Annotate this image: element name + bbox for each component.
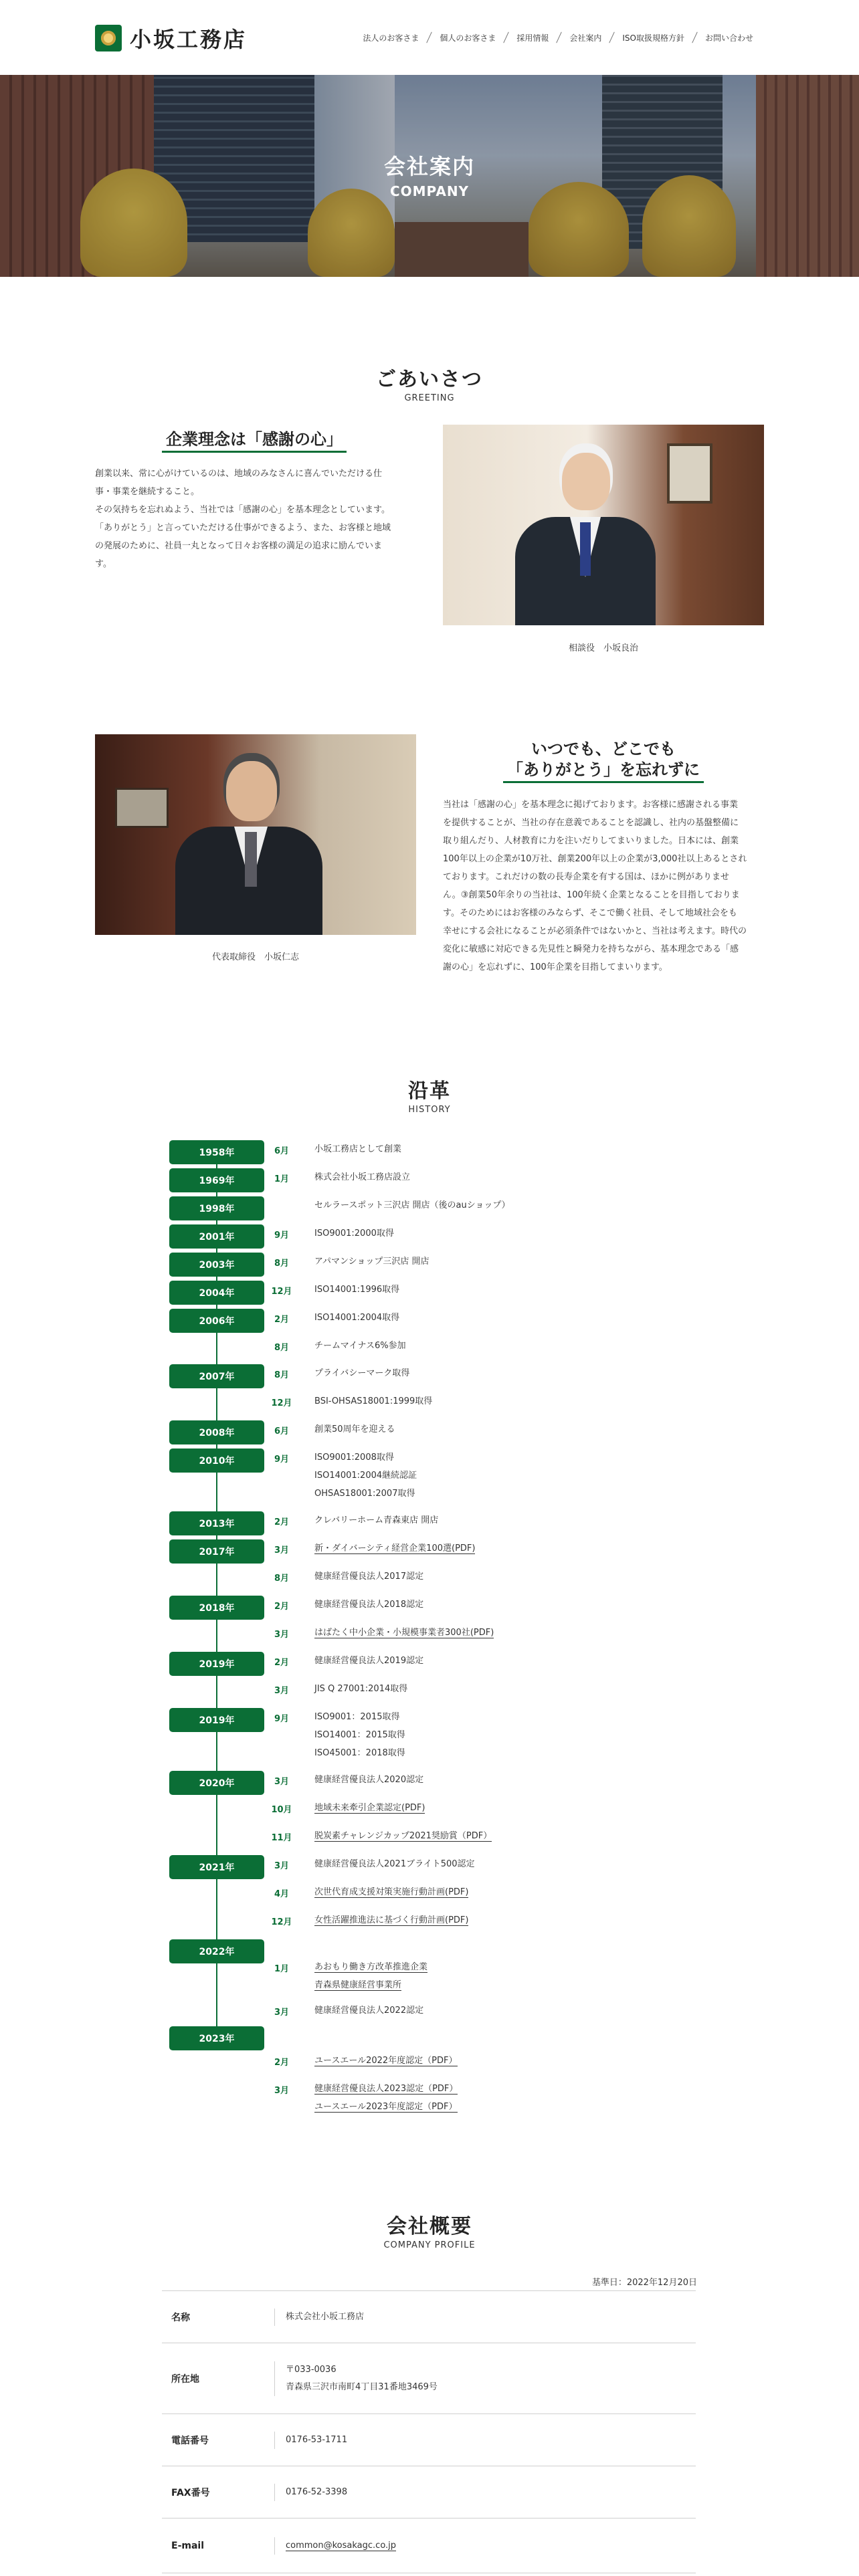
timeline-event-text: 小坂工務店として創業 (314, 1144, 402, 1154)
timeline-year: 2007年 (169, 1364, 264, 1388)
timeline-event (314, 1168, 410, 1186)
profile-value (274, 2484, 696, 2501)
profile-key: E-mail (171, 2540, 205, 2551)
nav-recruit[interactable]: 採用情報 (516, 33, 549, 43)
greeting-heading-2a (443, 736, 764, 759)
greeting-body-2-line: 幸せにする会社になることが必須条件ではないかと、当社は考えます。時代の (443, 926, 747, 936)
timeline-event (314, 1392, 432, 1410)
greeting-body-1-line: 「ありがとう」と言っていただける仕事ができるよう、また、お客様と地域 (95, 523, 391, 533)
timeline-event (314, 1771, 423, 1789)
nav-individual[interactable]: 個人のお客さま (440, 33, 496, 43)
profile-key: 所在地 (171, 2373, 199, 2385)
timeline-event-link[interactable] (314, 1911, 468, 1929)
timeline-year: 1969年 (169, 1168, 264, 1192)
timeline-event-text: 株式会社小坂工務店設立 (314, 1172, 411, 1182)
timeline-year: 2021年 (169, 1855, 264, 1879)
timeline-month: 11月 (271, 1833, 292, 1843)
timeline-event (314, 1253, 430, 1271)
profile-table (162, 2290, 696, 2573)
timeline-month: 10月 (271, 1805, 292, 1815)
timeline-event (314, 1337, 406, 1355)
timeline-year: 2019年 (169, 1652, 264, 1676)
timeline-event (314, 1309, 399, 1327)
timeline-month: 3月 (274, 1777, 290, 1787)
timeline-event-text: 健康経営優良法人2018認定 (314, 1600, 424, 1610)
timeline-month: 9月 (274, 1230, 290, 1241)
profile-value-line: 〒033-0036 (286, 2364, 337, 2375)
timeline-year: 1998年 (169, 1196, 264, 1220)
timeline-event (314, 1224, 394, 1243)
timeline-year: 2018年 (169, 1596, 264, 1620)
greeting-heading-2a-text: いつでも、どこでも (531, 740, 676, 758)
greeting-body-2-line: 当社は「感謝の心」を基本理念に掲げております。お客様に感謝される事業 (443, 800, 738, 810)
nav-corporate[interactable]: 法人のお客さま (363, 33, 419, 43)
president-photo (95, 734, 416, 935)
nav-separator (504, 32, 510, 43)
hero-subtitle: COMPANY (389, 183, 470, 199)
greeting-heading-2b-text: 「ありがとう」を忘れずに (503, 760, 704, 783)
timeline-event (314, 1448, 417, 1503)
timeline-year: 2013年 (169, 1511, 264, 1535)
timeline-event-link-text[interactable]: ユースエール2023年度認定（PDF） (314, 2102, 458, 2112)
timeline-month: 8月 (274, 1343, 290, 1353)
profile-reference-date: 基準日：2022年12月20日 (591, 2278, 697, 2288)
history-title: 沿革 (408, 1079, 451, 1103)
nav-iso-policy[interactable]: ISO取扱規格方針 (622, 33, 684, 43)
timeline-month: 2月 (274, 2058, 290, 2068)
advisor-caption: 相談役 小坂良治 (568, 643, 638, 653)
greeting-heading-1 (95, 426, 413, 449)
timeline-month: 6月 (274, 1146, 290, 1156)
profile-row-name (162, 2291, 696, 2343)
nav-separator (692, 32, 698, 43)
greeting-subtitle: GREETING (404, 393, 455, 403)
timeline-event-text: クレバリーホーム青森東店 開店 (314, 1515, 439, 1525)
timeline-event (314, 1281, 399, 1299)
timeline-year: 2019年 (169, 1708, 264, 1732)
timeline-event-text: アパマンショップ三沢店 開店 (314, 1257, 430, 1267)
advisor-photo-person (515, 453, 656, 625)
timeline-event-text: ISO14001:2004継続認証 (314, 1471, 417, 1481)
timeline-event-text: ISO45001：2018取得 (314, 1748, 405, 1758)
greeting-body-2-line: ん。③創業50年余りの当社は、100年続く企業となることを目指しておりま (443, 890, 740, 900)
timeline-year: 2010年 (169, 1448, 264, 1473)
timeline-month: 2月 (274, 1315, 290, 1325)
email-link[interactable]: common@kosakagc.co.jp (286, 2540, 397, 2551)
timeline-event-link-text[interactable]: 地域未来牽引企業認定(PDF) (314, 1803, 425, 1813)
timeline-event-text: プライバシーマーク取得 (314, 1368, 410, 1378)
timeline-month: 3月 (274, 2086, 290, 2096)
timeline-event (314, 1568, 423, 1586)
timeline-month: 4月 (274, 1889, 290, 1899)
history-subtitle: HISTORY (408, 1105, 451, 1115)
timeline-month: 9月 (274, 1455, 290, 1465)
timeline-event-text: 健康経営優良法人2019認定 (314, 1656, 424, 1666)
timeline-event-text: ISO14001：2015取得 (314, 1730, 405, 1740)
timeline-month: 8月 (274, 1574, 290, 1584)
profile-row-address (162, 2343, 696, 2414)
timeline-event (314, 1708, 405, 1762)
hero-title: 会社案内 (383, 154, 475, 179)
greeting-body-2-line: 取り組んだり、人材教育に力を注いだりしてまいりました。日本には、創業 (443, 836, 739, 846)
timeline-event-link[interactable] (314, 2080, 458, 2116)
timeline-event-link-text[interactable]: 脱炭素チャレンジカップ2021奨励賞（PDF） (314, 1831, 492, 1841)
timeline-month: 3月 (274, 1545, 290, 1555)
timeline-event-link-text[interactable]: 次世代育成支援対策実施行動計画(PDF) (314, 1887, 469, 1897)
timeline-year: 2022年 (169, 1939, 264, 1963)
timeline-month: 2月 (274, 1517, 290, 1527)
timeline-year: 2008年 (169, 1420, 264, 1444)
timeline-month: 8月 (274, 1370, 290, 1380)
timeline-event-text: ISO9001:2000取得 (314, 1228, 394, 1239)
profile-value-line: 株式会社小坂工務店 (286, 2311, 365, 2322)
timeline-event-text: 健康経営優良法人2022認定 (314, 2006, 424, 2016)
timeline-event (314, 1855, 475, 1873)
profile-key: FAX番号 (171, 2487, 210, 2498)
timeline-event-link[interactable] (314, 1624, 494, 1642)
greeting-body-1-line: す。 (95, 559, 112, 569)
nav-separator (427, 32, 433, 43)
timeline-event (314, 1652, 423, 1670)
hero-banner (0, 75, 859, 277)
profile-value-line: 0176-53-1711 (286, 2434, 348, 2445)
profile-value-line: 0176-52-3398 (286, 2486, 348, 2497)
site-logo[interactable] (95, 23, 247, 53)
timeline-event-link-text[interactable]: 健康経営優良法人2023認定（PDF） (314, 2084, 458, 2094)
greeting-title: ごあいさつ (376, 368, 483, 391)
timeline-month: 1月 (274, 1174, 290, 1184)
timeline-month: 2月 (274, 1602, 290, 1612)
president-caption: 代表取締役 小坂仁志 (211, 952, 299, 962)
timeline-event (314, 1196, 510, 1214)
timeline-event (314, 1364, 409, 1382)
logo-text: 小坂工務店 (130, 27, 248, 52)
nav-company[interactable]: 会社案内 (569, 33, 602, 43)
advisor-photo-frame (667, 443, 712, 504)
timeline-event (314, 1140, 401, 1158)
timeline-event-text: セルラースポット三沢店 開店（後のauショップ） (314, 1200, 510, 1210)
timeline-month: 3月 (274, 1861, 290, 1871)
timeline-event-text: 健康経営優良法人2017認定 (314, 1572, 424, 1582)
timeline-month: 1月 (274, 1964, 290, 1974)
timeline-month: 2月 (274, 1658, 290, 1668)
timeline-event-text: チームマイナス6%参加 (314, 1341, 406, 1351)
profile-value (274, 2309, 696, 2326)
timeline-year: 2017年 (169, 1539, 264, 1564)
timeline-event-text: 健康経営優良法人2020認定 (314, 1775, 424, 1785)
timeline-event-text: JIS Q 27001:2014取得 (314, 1684, 408, 1694)
advisor-photo (443, 425, 764, 625)
timeline-event (314, 1420, 395, 1438)
timeline-year: 2006年 (169, 1309, 264, 1333)
timeline-event-text: ISO9001:2008取得 (314, 1453, 394, 1463)
president-photo-shelf (115, 788, 169, 828)
timeline-event-text: BSI-OHSAS18001:1999取得 (314, 1396, 433, 1406)
greeting-body-2-line: を提供することが、当社の存在意義であることを認識し、社内の基盤整備に (443, 818, 739, 828)
timeline-event-link-text[interactable]: ユースエール2022年度認定（PDF） (314, 2056, 458, 2066)
timeline-event-link[interactable] (314, 1958, 427, 1994)
timeline-event (314, 1680, 407, 1698)
profile-title: 会社概要 (387, 2215, 472, 2238)
profile-row-email (162, 2518, 696, 2573)
timeline-event-link-text[interactable]: 新・ダイバーシティ経営企業100選(PDF) (314, 1543, 476, 1553)
timeline-month: 3月 (274, 1630, 290, 1640)
global-nav (363, 31, 753, 43)
profile-subtitle: COMPANY PROFILE (383, 2240, 476, 2250)
timeline-year: 1958年 (169, 1140, 264, 1164)
timeline-event-link[interactable] (314, 1883, 468, 1901)
timeline-year: 2003年 (169, 1253, 264, 1277)
logo-mark-icon (95, 25, 122, 51)
profile-key: 名称 (171, 2312, 190, 2323)
greeting-body-2-line: 謝の心」を忘れずに、100年企業を目指してまいります。 (443, 962, 668, 972)
timeline-event-link[interactable] (314, 1799, 425, 1817)
nav-separator (609, 32, 615, 43)
profile-value (274, 2432, 696, 2449)
timeline-month: 12月 (271, 1398, 292, 1408)
timeline-month: 6月 (274, 1426, 290, 1436)
greeting-body-1-line: その気持ちを忘れぬよう、当社では「感謝の心」を基本理念としています。 (95, 505, 390, 515)
profile-row-fax (162, 2466, 696, 2518)
greeting-body-1-line: の発展のために、社員一丸となって日々お客様の満足の追求に励んでいま (95, 541, 383, 551)
greeting-body-2-line: 100年以上の企業が10万社、創業200年以上の企業が3,000社以上あるとされ (443, 854, 747, 864)
timeline-event-link-text[interactable]: あおもり働き方改革推進企業 (314, 1962, 428, 1972)
greeting-body-1-line: 事・事業を継続すること。 (95, 487, 200, 497)
timeline-event-link[interactable] (314, 1539, 475, 1558)
profile-key: 電話番号 (171, 2435, 209, 2446)
timeline-event-text: ISO14001:2004取得 (314, 1313, 400, 1323)
nav-separator (557, 32, 563, 43)
timeline-event-text: ISO14001:1996取得 (314, 1285, 400, 1295)
president-photo-person (175, 761, 322, 935)
timeline-event-link-text[interactable]: 女性活躍推進法に基づく行動計画(PDF) (314, 1915, 469, 1925)
site-header (0, 0, 859, 75)
timeline-year: 2004年 (169, 1281, 264, 1305)
profile-value (274, 2537, 696, 2555)
timeline-event-text: 健康経営優良法人2021ブライト500認定 (314, 1859, 475, 1869)
greeting-heading-2b (443, 756, 764, 780)
timeline-year: 2023年 (169, 2026, 264, 2050)
greeting-body-1 (95, 465, 416, 573)
timeline-event-text: ISO9001：2015取得 (314, 1712, 400, 1722)
timeline-month: 12月 (271, 1917, 292, 1927)
greeting-body-2 (443, 796, 767, 976)
timeline-month: 8月 (274, 1259, 290, 1269)
timeline-year: 2001年 (169, 1224, 264, 1249)
timeline-event (314, 1596, 423, 1614)
timeline-event-text: 創業50周年を迎える (314, 1424, 395, 1434)
timeline-month: 9月 (274, 1714, 290, 1724)
timeline-month: 12月 (271, 1287, 292, 1297)
greeting-body-2-line: ております。これだけの数の長寿企業を有する国は、ほかに例がありませ (443, 872, 729, 882)
profile-row-phone (162, 2414, 696, 2466)
nav-contact[interactable]: お問い合わせ (704, 33, 753, 43)
profile-value-line: 青森県三沢市南町4丁目31番地3469号 (286, 2381, 438, 2392)
timeline-month: 3月 (274, 2008, 290, 2018)
timeline-event-text: OHSAS18001:2007取得 (314, 1489, 415, 1499)
timeline-event (314, 1511, 438, 1529)
greeting-body-2-line: す。そのためにはお客様のみならず、そこで働く社員、そして地域社会をも (443, 908, 737, 918)
timeline-event-link-text[interactable]: はばたく中小企業・小規模事業者300社(PDF) (314, 1628, 494, 1638)
timeline-event-link[interactable] (314, 1827, 492, 1845)
timeline-event (314, 2002, 423, 2020)
greeting-heading-1-text: 企業理念は「感謝の心」 (162, 430, 347, 453)
timeline-month: 3月 (274, 1686, 290, 1696)
greeting-body-2-line: 変化に敏感に対応できる先見性と瞬発力を持ちながら、基本理念である「感 (443, 944, 739, 954)
profile-value (274, 2361, 696, 2396)
timeline-event-link-text[interactable]: 青森県健康経営事業所 (314, 1980, 402, 1990)
timeline-year: 2020年 (169, 1771, 264, 1795)
greeting-body-1-line: 創業以来、常に心がけているのは、地域のみなさんに喜んでいただける仕 (95, 469, 383, 479)
timeline-event-link[interactable] (314, 2052, 458, 2070)
